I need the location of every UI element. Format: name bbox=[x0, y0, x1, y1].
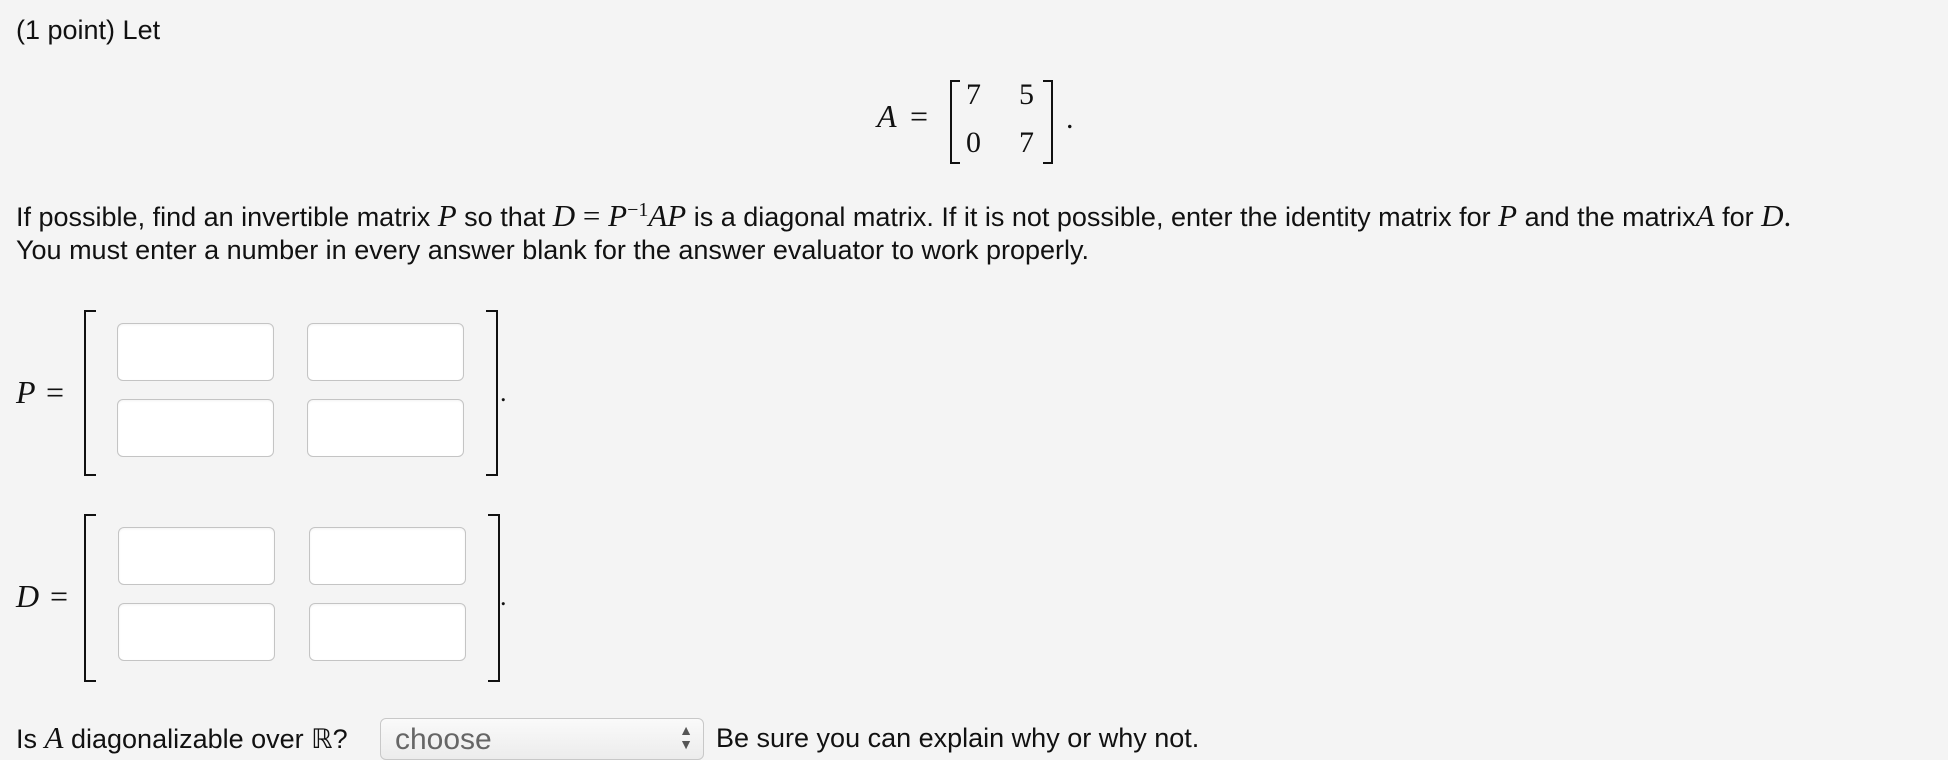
matrix-a-left-bracket bbox=[950, 80, 960, 164]
problem-header: (1 point) Let bbox=[16, 15, 161, 45]
matrix-a-period: . bbox=[1066, 102, 1074, 135]
matrix-d-left-bracket bbox=[84, 514, 96, 682]
matrix-d-equals: = bbox=[50, 578, 69, 614]
math-P: P bbox=[1498, 198, 1518, 233]
matrix-p-period: . bbox=[500, 378, 507, 407]
math-reals: ℝ bbox=[311, 724, 333, 754]
matrix-p-entry-1-1[interactable] bbox=[117, 323, 274, 381]
diagonalizable-question bbox=[16, 718, 348, 759]
instruction-text: . bbox=[1783, 198, 1792, 233]
math-P-inverse: P bbox=[608, 198, 628, 233]
math-AP: AP bbox=[648, 198, 687, 233]
matrix-p-left-bracket bbox=[84, 310, 96, 476]
matrix-d-entry-1-2[interactable] bbox=[309, 527, 466, 585]
matrix-a-entry: 5 bbox=[1019, 78, 1034, 111]
select-value: choose bbox=[395, 723, 492, 756]
matrix-p-entry-2-1[interactable] bbox=[117, 399, 274, 457]
math-D: D bbox=[552, 198, 576, 233]
diagonalizable-select[interactable] bbox=[380, 718, 704, 760]
question-hint: Be sure you can explain why or why not. bbox=[716, 723, 1200, 753]
matrix-d-entry-1-1[interactable] bbox=[118, 527, 275, 585]
math-A: A bbox=[1695, 198, 1715, 233]
matrix-a-equals: = bbox=[910, 98, 929, 134]
math-superscript: −1 bbox=[627, 199, 649, 221]
matrix-p-entry-2-2[interactable] bbox=[307, 399, 464, 457]
math-D: D bbox=[1761, 198, 1784, 233]
matrix-a-right-bracket bbox=[1043, 80, 1053, 164]
matrix-p-name: P bbox=[16, 374, 36, 410]
matrix-p-right-bracket bbox=[486, 310, 498, 476]
matrix-d-period: . bbox=[500, 582, 507, 611]
matrix-p-entry-1-2[interactable] bbox=[307, 323, 464, 381]
matrix-a-entry: 0 bbox=[966, 126, 981, 159]
matrix-d-entry-2-2[interactable] bbox=[309, 603, 466, 661]
question-text: Is bbox=[16, 724, 38, 754]
instruction-text: so that bbox=[464, 202, 546, 232]
question-mark: ? bbox=[332, 724, 348, 754]
instruction-text: for bbox=[1722, 202, 1754, 232]
instruction-text: is a diagonal matrix. If it is not possible, enter the identity matrix for bbox=[693, 202, 1491, 232]
matrix-d-entry-2-1[interactable] bbox=[118, 603, 275, 661]
matrix-d-right-bracket bbox=[488, 514, 500, 682]
select-arrows-icon: ▲ ▼ bbox=[679, 722, 693, 752]
instruction-text: and the matrix bbox=[1524, 202, 1696, 232]
math-equals: = bbox=[582, 198, 601, 233]
instruction-text: If possible, find an invertible matrix bbox=[16, 202, 431, 232]
matrix-a-name: A bbox=[877, 98, 897, 134]
matrix-p-equals: = bbox=[46, 374, 65, 410]
math-P: P bbox=[437, 198, 457, 233]
math-A: A bbox=[44, 720, 64, 755]
matrix-a-entry: 7 bbox=[966, 78, 981, 111]
question-text: diagonalizable over bbox=[70, 724, 304, 754]
matrix-d-name: D bbox=[16, 578, 40, 614]
instructions-line-2: You must enter a number in every answer blank for the answer evaluator to work properly. bbox=[16, 235, 1090, 265]
matrix-a-entry: 7 bbox=[1019, 126, 1034, 159]
